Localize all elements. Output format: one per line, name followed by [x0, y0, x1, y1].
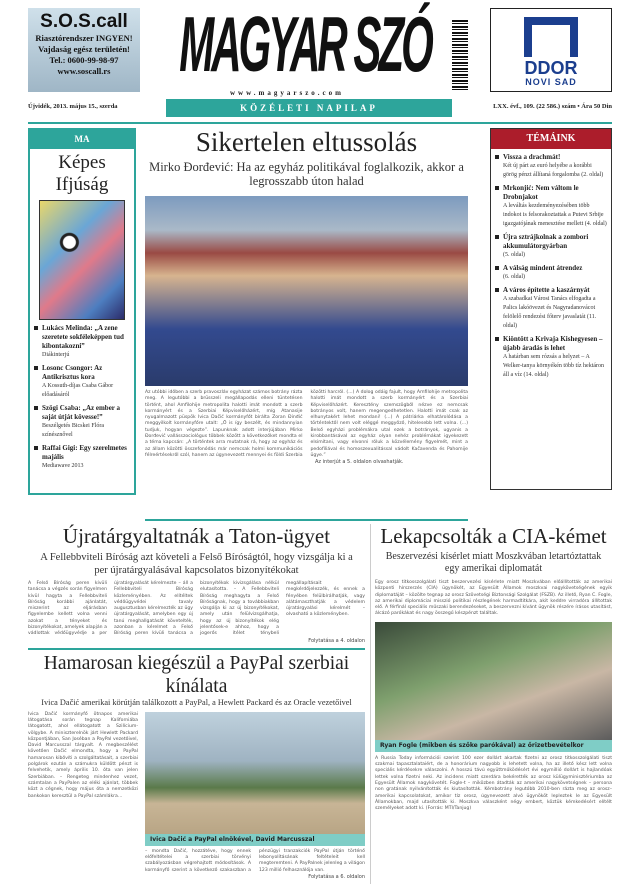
today-item[interactable] — [30, 444, 134, 471]
ad-brand: DDOR — [524, 58, 578, 78]
ad-line: Vajdaság egész területén! — [38, 44, 130, 54]
today-item[interactable] — [30, 324, 134, 360]
cia-body-continued: A Russia Today információi szerint 100 ezer dollárt akartak fizetni az orosz titkosszolgálati tiszt szakmai tapasztalataiért, de a honorárium nagyobb is lehetett volna, ha az illető kész lett volna speciális kérdésekre válaszolni. A hosszú távú együttműködésért évi egymillió dollárt is hajlandóak lettek volna fizetni neki. Az incidens miatt szerdára bekérették az orosz külügyminisztériumba az Egyesült Államok nagykövetét. Fogle-t – miközben átadták az amerikai nagykövetségnek – persona non gratának nyilvánították és kiutasították. Kémbotrány legutóbb 2010-ben rázta meg az orosz–amerikai kapcsolatokat, amikor tíz orosz, úgynevezett alvó ügynököt lepleztek le az Egyesült Államokban, majd utasították ki. Moszkva válaszként négy embert, köztük kémkedésért elítélt személyeket adott ki. (Forrás: MTI/Tanjug) — [375, 755, 612, 812]
ddor-logo-icon — [524, 17, 578, 57]
divider — [28, 648, 365, 650]
left-lower-column — [28, 524, 365, 881]
item-title: Újra sztrájkolnak a zombori akkumulátorgyárban — [503, 233, 589, 250]
tagline-banner: KÖZÉLETI NAPILAP — [166, 99, 452, 117]
cia-body: Egy orosz titkosszolgálati tiszt beszervezési kísérlete miatt Moszkvában előállították az amerikai központi hírszerzés (CIA) ügynökét, az Egyesült Államok moszkvai nagykövetségének egyik diplomatáját – közölte tegnap az orosz Szövetségi Biztonsági Szolgálat (FSZB). Az illető, Ryan C. Fogle, az amerikai diplomáciai misszió politikai részlegének harmadtitkára, akit keddre virradóra állítottak elő. A férfinál speciális műszaki berendezéseket, a beszervezni kívánt ügynök részére írásos utasítást, álcázó parókákat és nagy összegű készpénzt találtak. — [375, 580, 612, 617]
item-title: A város építette a kaszárnyát — [503, 286, 590, 294]
today-item[interactable] — [30, 404, 134, 440]
column-divider — [370, 524, 371, 884]
today-box — [28, 128, 136, 495]
item-subtitle: A leváltás kezdeményezésében több indokot is felsorakoztattak a Putevi Srbije igazgatójának menesztése mellett (4. oldal) — [503, 203, 607, 227]
topic-item[interactable] — [491, 335, 611, 380]
issue-info: LXX. évf., 109. (22 586.) szám • Ára 50 Din — [493, 103, 612, 110]
item-subtitle: Mediawave 2013 — [42, 463, 84, 469]
ddor-ad[interactable] — [490, 8, 612, 92]
supplement-title[interactable]: Képes Ifjúság — [55, 152, 109, 195]
cia-subtitle: Beszervezési kísérlet miatt Moszkvában letartóztattak egy amerikai diplomatát — [385, 551, 602, 574]
cia-column — [375, 524, 612, 812]
divider — [28, 122, 612, 124]
ad-url: www.soscall.rs — [57, 66, 111, 76]
ad-brand: S.O.S.call — [40, 11, 128, 32]
lead-subtitle: Mirko Đorđević: Ha az egyház politikával foglalkozik, akkor a legrosszabb úton halad — [149, 160, 464, 188]
taton-headline[interactable]: Újratárgyaltatnák a Taton-ügyet — [62, 524, 331, 548]
continued-note[interactable]: Folytatása a 6. oldalon — [308, 873, 365, 880]
topic-item[interactable] — [491, 153, 611, 180]
website[interactable]: www.magyarszo.com — [230, 89, 344, 97]
item-title: Kiöntött a Krivaja Kishegyesen – újabb áradás is lehet — [503, 335, 603, 352]
lead-photo — [145, 196, 468, 386]
item-title: Mrkonjić: Nem váltom le Drobnjakot — [503, 184, 579, 201]
taton-body: A Felső Bíróság peren kívüli tanácsa a végzés során figyelmen kívül hagyta a Fellebbviteli Bíróság korábbi ajánlatát, miszerint az eljárásban figyelembe kellett volna venni azokat a tényeket és bizonyítékokat, amelyek alapján a vádlottak védőügyvédje a per újratárgyalását kérelmezte – áll a Fellebbviteli Bíróság közleményében. Az elítéltek védőügyvédei tavaly augusztusban kérelmezték az ügy újratárgyalását, amelyben egy új tanú meghallgatását követelték, azonban a kérelmet a Felső Bíróság peren kívüli tanácsa a bizonyítékok kivizsgálása nélkül elutasította. – A Fellebbviteli Bíróság meghagyta a Felső Bíróságnak, hogy a továbbiakban vizsgálja ki az új bizonyítékokat, amely után felülvizsgálhatja, hogy az új bizonyítékok elég jelentősek-e ahhoz, hogy a jogerős ítélet ténybeli megállapításait megkérdőjelezzék, és ennek a fényében felülbírálhatják, vagy alátámaszthatják a védelem újratárgyalási kérelmét – olvasható a közleményben. — [28, 581, 365, 637]
item-subtitle: A szabadkai Városi Tanács elfogadta a Palics lakóövezet és Nagyradanovácot felölelő rendezési főterv javaslatát (11. oldal) — [503, 296, 597, 329]
topics-box — [490, 128, 612, 490]
supplement-cover-image — [39, 200, 125, 320]
taton-subtitle: A Fellebbviteli Bíróság azt követeli a Felső Bíróságtól, hogy vizsgálja ki a per újratárgyalásával kapcsolatos bizonyítékokat — [40, 552, 353, 576]
paypal-photo-caption: Ivica Dačić a PayPal elnökével, David Marcusszal — [145, 834, 365, 846]
item-subtitle: (6. oldal) — [503, 274, 525, 280]
item-title: Vissza a drachmát! — [503, 153, 561, 161]
lead-headline[interactable]: Sikertelen eltussolás — [195, 127, 418, 157]
paypal-subtitle: Ivica Dačić amerikai körútján találkozott a PayPal, a Hewlett Packard és az Oracle vezetőivel — [41, 697, 352, 707]
continued-note[interactable]: Az interjút a 5. oldalon olvashatják. — [315, 459, 404, 466]
paypal-headline[interactable]: Hamarosan kiegészül a PayPal szerbiai kínálata — [43, 652, 350, 697]
ad-phone: Tel.: 0600-99-98-97 — [49, 55, 119, 65]
topic-item[interactable] — [491, 286, 611, 331]
date: Újvidék, 2013. május 15., szerda — [28, 103, 118, 110]
ad-line: Riasztórendszer INGYEN! — [35, 33, 133, 43]
ad-city: NOVI SAD — [525, 77, 577, 87]
continued-note[interactable]: Folytatása a 4. oldalon — [308, 637, 365, 644]
item-subtitle: A határban sem rózsás a helyzet – A Welker-tanya környékén több tíz hektáron áll a víz (14. oldal) — [503, 354, 605, 378]
barcode — [452, 20, 468, 90]
paypal-body: Ivica Dačić kormányfő ötnapos amerikai látogatása során tegnap Kaliforniába látogatott, ahol ellátogatott a Szilícium-völgybe. A miniszterelnök járt Hewlett Packard központjában, San Joséban a PayPal vezetőivel, David Marcusszal tárgyalt. A megbeszélést követően Dačić elmondta, hogy a PayPal hamarosan kibővíti a szolgáltatásait, a szerbiai polgárok ezután a számukra küldött pénzt is felvehetik, amely április 10. óta van jelen Szerbiában. – Rengeteg mindenhez vezet, számtalan a PayPalen az eléki ajánlat, többek közt a cégnek, hogy május óta a nemzetközi bankokon keresztül a PayPal számlákra… — [28, 711, 138, 799]
item-subtitle: Beszélgetés Bicskei Flóra színésznővel — [42, 423, 104, 438]
item-subtitle: A Kossuth-díjas Csaba Gábor előadásáról — [42, 383, 114, 398]
sos-call-ad[interactable] — [28, 8, 140, 92]
newspaper-logo: MAGYAR SZÓ — [179, 0, 431, 88]
paypal-body-continued: – mondta Dačić, hozzátéve, hogy ennek előfeltételei a szerbiai törvényi szabályozásban végrehajtott módosítások. A kormányfő szerint a következő szakaszban a pénzügyi tranzakciók PayPal útján történő lebonyolításának feltételeit kell megteremteni. A PayPalnek jelenleg a világon 123 millió felhasználója van. — [145, 848, 365, 873]
lead-body: Az utóbbi időben a szerb pravoszláv egyházat számos botrány rázta meg. A legutóbbi a brüsszeli megállapodás elleni tüntetésen történt, ahol Amfilohije metropolita halotti imát mondott a szerb kormányért és a Szerbiai Képviselőházért, míg Atanasije nyugalmazott püspök Ivica Dačić kormányfőt bírálta Zoran Đinđić meggyilkolt kormányfőre utalt: „Ő is így beszélt, és mindannyian tudjuk, hogyan végezte”. Lapunknak adott interjújában Mirko Đorđević vallásszociológus többek között a következőket mondta el a téma kapcsán: „A történtek arra mutatnak rá, hogy az egyház és az állam közötti összefonódás már nemcsak holmi kommunikációs félreértésekről szól, hanem az úgynevezett mennyei és földi Szerbia közötti harcról. (...) A dolog odáig fajult, hogy Amfilohije metropolita halotti imát mondott a szerb kormányért és a Szerbiai Képviselőházért. Keresztény szemszögből nézve ez nemcsak botrányos volt, hanem megengedhetetlen. Halotti imát csak az elhunytakért lehet mondani! (...) A pátriárka elhatárolódása a történtektől nem volt eléggé meggyőző, hitelesebb lett volna. (...) Belső egyházi problémákra utal ezek a botrányok, ugyanis a kirobbantásával az egyház olyan nehéz problémákat igyekezett elsimítani, vagy elvonni róluk a közvélemény figyelmét, mint a pedofíliával és homoszexualitással vádolt Kačavenda és Pahomije ügye.” — [145, 390, 468, 458]
topic-item[interactable] — [491, 264, 611, 282]
paypal-photo — [145, 712, 365, 834]
cia-photo-caption: Ryan Fogle (mikben és szőke parókával) az őrizetbevételkor — [375, 740, 612, 752]
today-label: MA — [30, 130, 134, 149]
divider — [145, 519, 468, 521]
item-title: Losonc Csongor: Az Antikrisztus kora — [42, 364, 103, 381]
item-title: Szögi Csaba: „Az ember a saját útját kövesse!” — [42, 404, 121, 421]
item-title: A válság mindent átrendez — [503, 264, 583, 272]
item-title: Raffai Gigi: Egy szerelmetes majális — [42, 444, 127, 461]
item-subtitle: Diákinterjú — [42, 352, 70, 358]
topic-item[interactable] — [491, 233, 611, 260]
item-title: Lukács Melinda: „A zene szeretete sokféleképpen tud kibontakozni” — [42, 324, 124, 350]
cia-headline[interactable]: Lekapcsolták a CIA-kémet — [380, 524, 607, 548]
topic-item[interactable] — [491, 184, 611, 229]
cia-photo — [375, 622, 612, 740]
topics-label: TÉMÁINK — [491, 129, 611, 149]
item-subtitle: (5. oldal) — [503, 252, 525, 258]
today-item[interactable] — [30, 364, 134, 400]
item-subtitle: Két új párt az euró helyébe a korábbi görög pénzt állítaná forgalomba (2. oldal) — [503, 163, 604, 178]
